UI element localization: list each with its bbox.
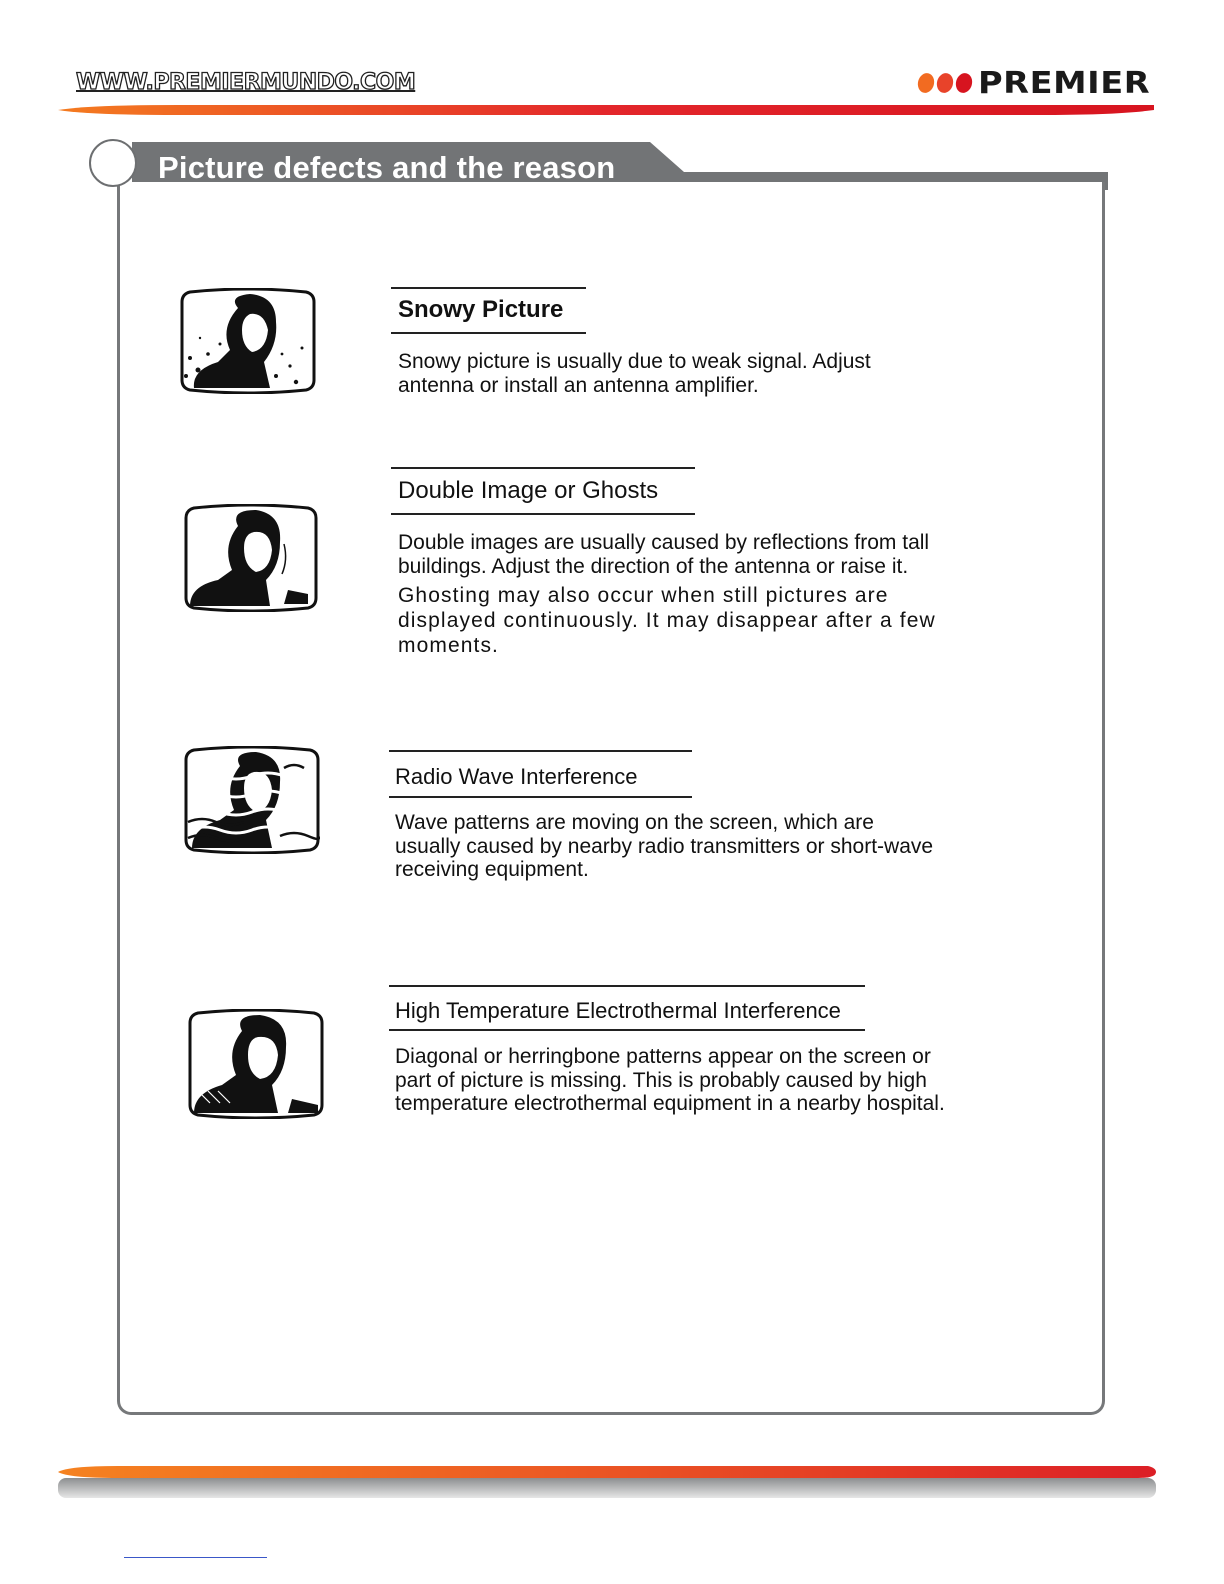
defect-title: Radio Wave Interference: [395, 764, 638, 789]
title-rule-top: [389, 750, 692, 752]
tv-double-image-icon: [184, 504, 318, 612]
defect-description: [398, 350, 933, 397]
header-divider: [58, 104, 1154, 116]
site-url[interactable]: WWW.PREMIERMUNDO.COM: [76, 70, 416, 95]
title-rule-bottom: [391, 513, 695, 515]
defect-title: High Temperature Electrothermal Interference: [395, 998, 841, 1023]
title-rule-bottom: [389, 1029, 865, 1031]
description-paragraph: Wave patterns are moving on the screen, which are usually caused by nearby radio transmitters or short-wave receiving equipment.: [395, 811, 934, 881]
description-paragraph: Double images are usually caused by reflections from tall buildings. Adjust the direction of the antenna or raise it.: [398, 531, 930, 578]
section-badge: [89, 139, 137, 187]
description-paragraph: Snowy picture is usually due to weak signal. Adjust antenna or install an antenna amplifier.: [398, 350, 871, 397]
title-rule-bottom: [389, 796, 692, 798]
three-dots-logo-icon: [916, 69, 976, 97]
defect-description: [398, 531, 943, 658]
tv-snowy-picture-icon: [180, 288, 316, 394]
defect-title: Snowy Picture: [398, 296, 564, 323]
tv-radio-wave-interference-icon: [184, 746, 320, 854]
defect-description: [395, 1045, 960, 1116]
title-rule-top: [391, 467, 695, 469]
title-rule-top: [389, 985, 865, 987]
description-paragraph: Diagonal or herringbone patterns appear on the screen or part of picture is missing. This is probably caused by high temperature electrothermal equipment in a nearby hospital.: [395, 1045, 945, 1115]
title-rule-bottom: [391, 332, 586, 334]
footer-link-underline[interactable]: [124, 1557, 267, 1558]
brand-logo: [916, 65, 1151, 101]
title-rule-top: [391, 287, 586, 289]
footer-bar: [58, 1466, 1156, 1500]
description-paragraph: Ghosting may also occur when still pictures are displayed continuously. It may disappear after a few moments.: [398, 584, 936, 657]
defect-description: [395, 811, 940, 882]
defect-title: Double Image or Ghosts: [398, 477, 659, 504]
section-title: Picture defects and the reason: [158, 150, 616, 185]
brand-name: PREMIER: [978, 65, 1151, 101]
tv-electrothermal-interference-icon: [188, 1009, 324, 1119]
